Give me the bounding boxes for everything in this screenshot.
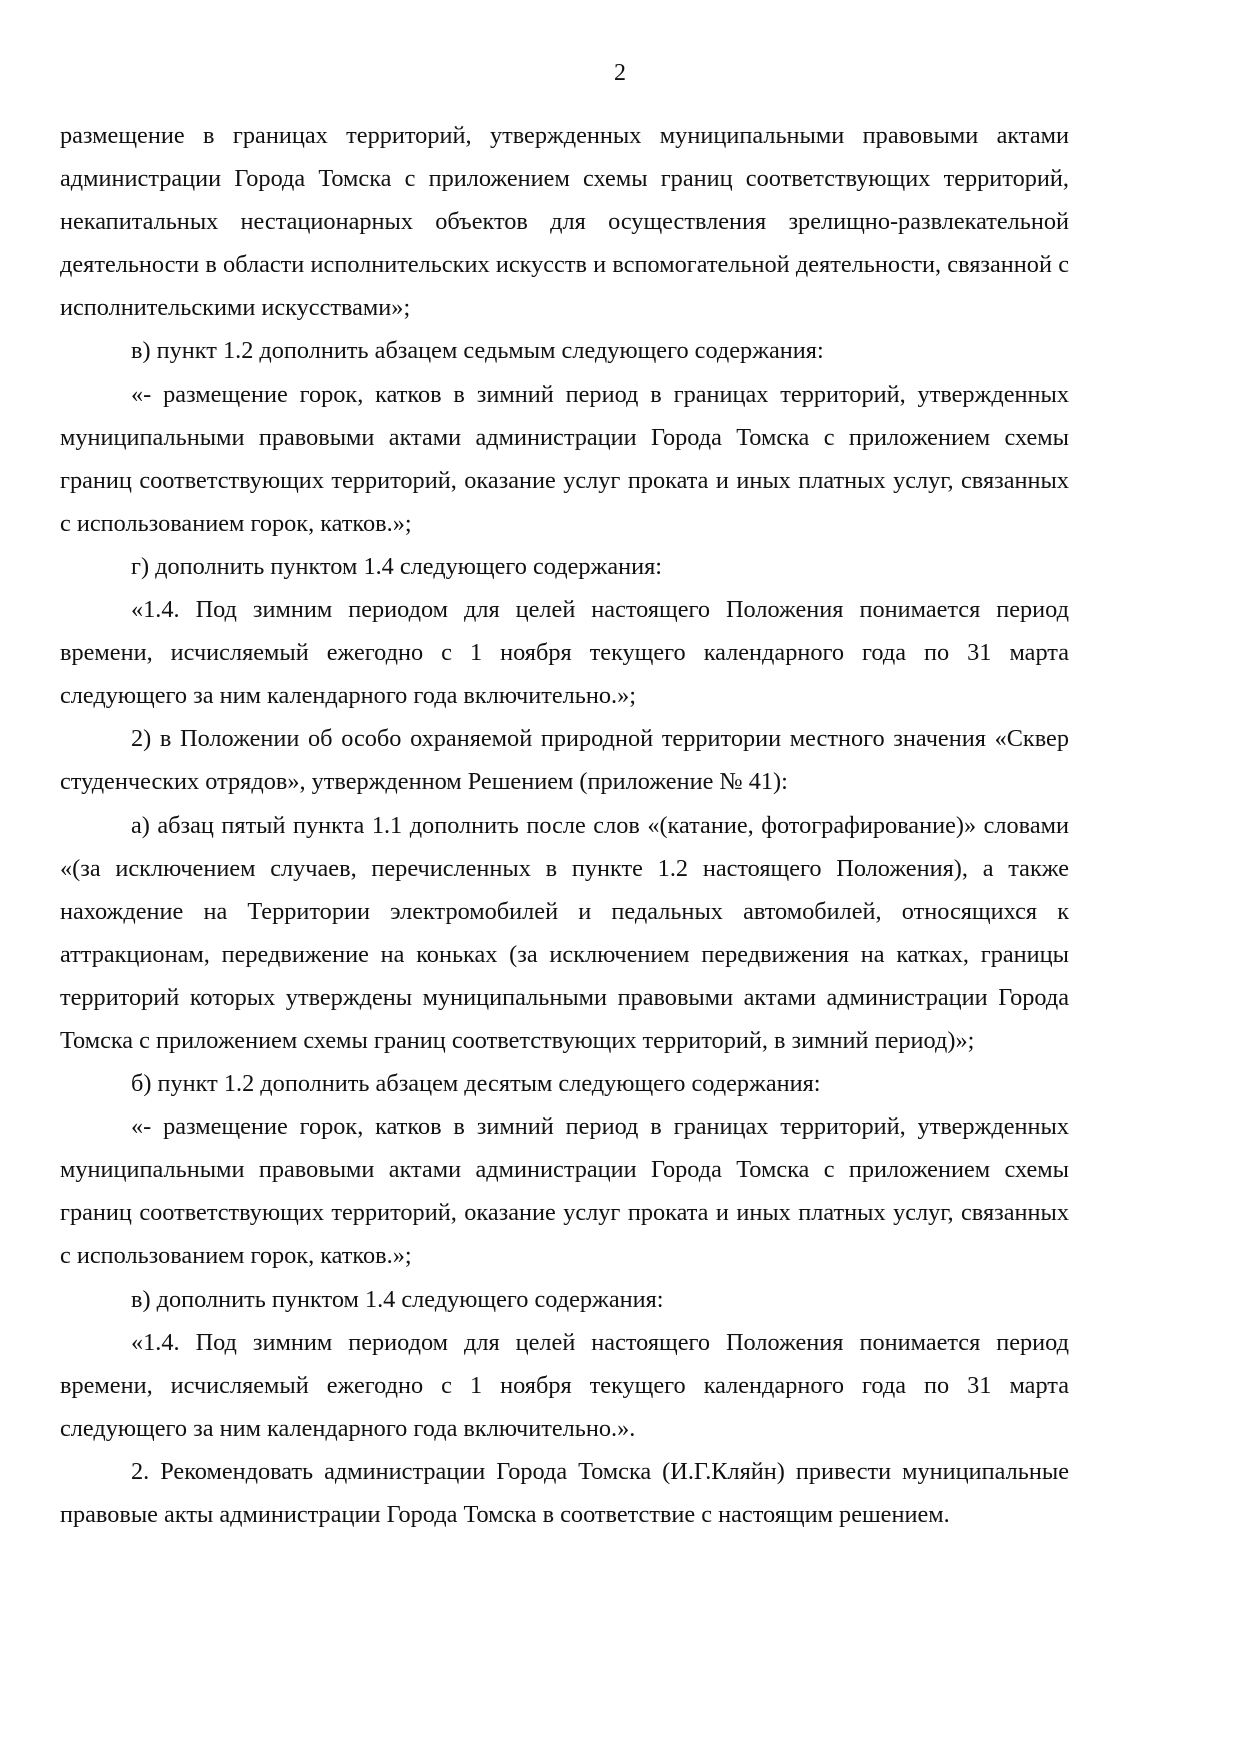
paragraph-item-a: а) абзац пятый пункта 1.1 дополнить после слов «(катание, фотографирование)» словами «(за исключением случаев, перечисленных в пункте 1.2 настоящего Положения), а также нахождение на Территории электромобилей и педальных автомобилей, относящихся к аттракционам, передвижение на коньках (за исключением передвижения на катках, границы территорий которых утверждены муниципальными правовыми актами администрации Города Томска с приложением схемы границ соответствующих территорий, в зимний период)»; (60, 811, 1069, 1054)
paragraph-item-b: б) пункт 1.2 дополнить абзацем десятым следующего содержания: (131, 1070, 821, 1098)
document-body (60, 114, 1069, 1536)
paragraph-quote-winter-period-2: «1.4. Под зимним периодом для целей настоящего Положения понимается период времени, исчисляемый ежегодно с 1 ноября текущего календарного года по 31 марта следующего за ним календарного года включительно.». (60, 1328, 1069, 1442)
page-number: 2 (614, 60, 626, 86)
paragraph-quote-rinks-2: «- размещение горок, катков в зимний период в границах территорий, утвержденных муниципальными правовыми актами администрации Города Томска с приложением схемы границ соответствующих территорий, оказание услуг проката и иных платных услуг, связанных с использованием горок, катков.»; (60, 1113, 1069, 1270)
paragraph-quote-rinks-1: «- размещение горок, катков в зимний период в границах территорий, утвержденных муниципальными правовыми актами администрации Города Томска с приложением схемы границ соответствующих территорий, оказание услуг проката и иных платных услуг, связанных с использованием горок, катков.»; (60, 380, 1069, 537)
paragraph-item-v-2: в) дополнить пунктом 1.4 следующего содержания: (131, 1285, 664, 1313)
paragraph-recommendation: 2. Рекомендовать администрации Города Томска (И.Г.Кляйн) привести муниципальные правовые акты администрации Города Томска в соответствие с настоящим решением. (60, 1457, 1069, 1528)
paragraph-item-2: 2) в Положении об особо охраняемой природной территории местного значения «Сквер студенческих отрядов», утвержденном Решением (приложение № 41): (60, 725, 1069, 796)
paragraph-item-v-1: в) пункт 1.2 дополнить абзацем седьмым следующего содержания: (131, 337, 824, 365)
paragraph-continuation: размещение в границах территорий, утвержденных муниципальными правовыми актами администрации Города Томска с приложением схемы границ соответствующих территорий, некапитальных нестационарных объектов для осуществления зрелищно-развлекательной деятельности в области исполнительских искусств и вспомогательной деятельности, связанной с исполнительскими искусствами»; (60, 122, 1069, 322)
paragraph-quote-winter-period-1: «1.4. Под зимним периодом для целей настоящего Положения понимается период времени, исчисляемый ежегодно с 1 ноября текущего календарного года по 31 марта следующего за ним календарного года включительно.»; (60, 596, 1069, 710)
paragraph-item-g: г) дополнить пунктом 1.4 следующего содержания: (131, 552, 663, 580)
